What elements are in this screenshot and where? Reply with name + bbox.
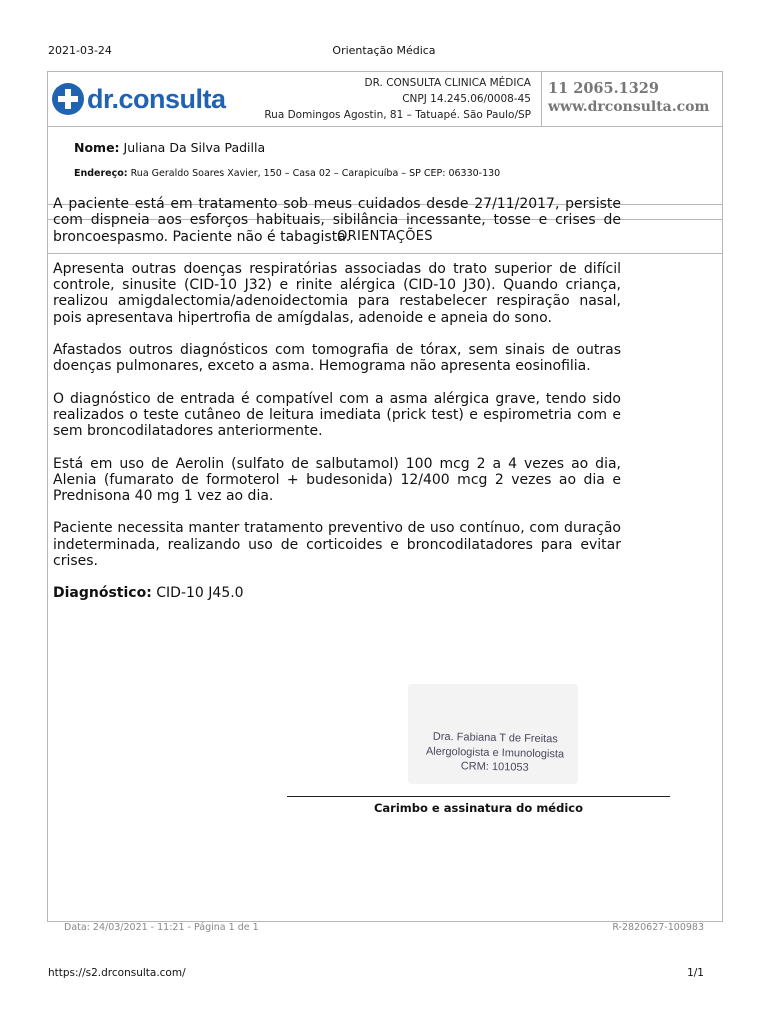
plus-cross-icon <box>52 83 84 115</box>
orientation-body <box>53 196 621 602</box>
diagnosis-value: CID-10 J45.0 <box>156 585 244 602</box>
document-date-page: Data: 24/03/2021 - 11:21 - Página 1 de 1 <box>64 922 259 933</box>
section-title: ORIENTAÇÕES <box>48 220 722 254</box>
paragraph: Está em uso de Aerolin (sulfato de salbutamol) 100 mcg 2 a 4 vezes ao dia, Alenia (fumarato de formoterol + budesonida) 12/400 mcg 2 vezes ao dia e Prednisona 40 mg 1 vez ao dia. <box>53 455 621 505</box>
doctor-stamp-text <box>420 729 571 776</box>
signature-line <box>287 796 670 797</box>
patient-address-line <box>74 168 500 179</box>
print-url: https://s2.drconsulta.com/ <box>48 967 186 979</box>
print-header <box>48 44 720 60</box>
brand-logo <box>52 81 226 117</box>
clinic-address: Rua Domingos Agostin, 81 – Tatuapé. São Paulo/SP <box>264 109 531 121</box>
patient-info <box>48 126 722 205</box>
clinic-website: www.drconsulta.com <box>548 99 710 115</box>
diagnosis-line <box>53 585 621 601</box>
print-doc-title: Orientação Médica <box>332 44 436 57</box>
signature-label: Carimbo e assinatura do médico <box>373 801 583 815</box>
paragraph: Afastados outros diagnósticos com tomografia de tórax, sem sinais de outras doenças pulmonares, exceto a asma. Hemograma não apresenta eosinofilia. <box>53 342 621 375</box>
stamp-specialty: Alergologista e Imunologista <box>425 745 565 760</box>
patient-name-label: Nome: <box>74 140 120 155</box>
diagnosis-label: Diagnóstico: <box>53 585 152 602</box>
print-date: 2021-03-24 <box>48 44 112 57</box>
brand-name: dr.consulta <box>87 83 226 114</box>
stamp-doctor-name: Dra. Fabiana T de Freitas <box>432 730 558 746</box>
clinic-cnpj: CNPJ 14.245.06/0008-45 <box>402 93 531 105</box>
header-divider <box>541 72 542 126</box>
document-reference: R-2820627-100983 <box>612 922 704 933</box>
clinic-info <box>264 75 531 123</box>
letterhead <box>48 72 722 127</box>
paragraph: O diagnóstico de entrada é compatível com a asma alérgica grave, tendo sido realizados o teste cutâneo de leitura imediata (prick test) e espirometria com e sem broncodilatadores anteriormente. <box>53 390 621 440</box>
clinic-contact <box>548 80 709 116</box>
patient-address-label: Endereço: <box>74 168 128 179</box>
patient-name-line <box>74 140 265 155</box>
paragraph: Paciente necessita manter tratamento preventivo de uso contínuo, com duração indeterminada, realizando uso de corticoides e broncodilatadores para evitar crises. <box>53 520 621 570</box>
paragraph: Apresenta outras doenças respiratórias associadas do trato superior de difícil controle, sinusite (CID-10 J32) e rinite alérgica (CID-10 J30). Quando criança, realizou amigdalectomia/adenoidectomia para restabelecer respiração nasal, pois apresentava hipertrofia de amígdalas, adenoide e apneia do sono. <box>53 260 621 326</box>
print-page-number: 1/1 <box>687 967 704 979</box>
patient-address: Rua Geraldo Soares Xavier, 150 – Casa 02 – Carapicuíba – SP CEP: 06330-130 <box>130 168 501 179</box>
clinic-name: DR. CONSULTA CLINICA MÉDICA <box>364 77 531 89</box>
paragraph: A paciente está em tratamento sob meus cuidados desde 27/11/2017, persiste com dispneia aos esforços habituais, sibilância incessante, tosse e crises de broncoespasmo. Paciente não é tabagista. <box>53 196 621 245</box>
clinic-phone: 11 2065.1329 <box>548 80 659 97</box>
stamp-crm: CRM: 101053 <box>460 760 529 774</box>
patient-name: Juliana Da Silva Padilla <box>123 140 266 155</box>
